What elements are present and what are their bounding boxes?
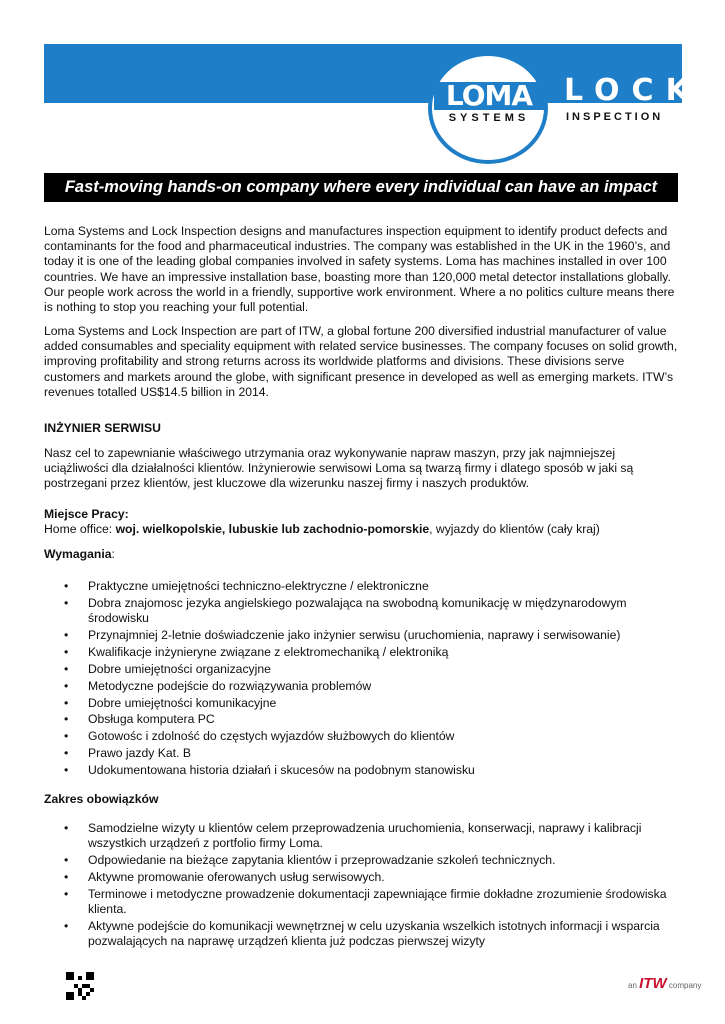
list-item: • Praktyczne umiejętności techniczno-elektryczne / elektroniczne bbox=[64, 579, 429, 593]
bullet-icon: • bbox=[64, 712, 69, 727]
list-item: • Gotowośc i zdolność do częstych wyjazdów służbowych do klientów bbox=[64, 729, 455, 744]
duties-heading: Zakres obowiązków bbox=[44, 792, 159, 806]
list-item: • Dobra znajomosc jezyka angielskiego pozwalająca na swobodną komunikację w międzynarodowym środowisku bbox=[64, 595, 627, 626]
bullet-icon: • bbox=[64, 695, 69, 710]
list-item: • Aktywne promowanie oferowanych usług serwisowych. bbox=[64, 869, 385, 884]
bullet-icon: • bbox=[64, 595, 69, 610]
list-item: • Przynajmniej 2-letnie doświadczenie jako inżynier serwisu (uruchomienia, naprawy i serwisowanie) bbox=[64, 627, 621, 642]
list-item: • Metodyczne podejście do rozwiązywania problemów bbox=[64, 678, 372, 693]
intro-paragraph-2: Loma Systems and Lock Inspection are part of ITW, a global fortune 200 diversified industrial manufacturer of value added consumables and speciality equipment with related service businesses. The company focuses on solid growth, improving profitability and strong returns across its worldwide platforms and divisions. These divisions serve customers and markets around the globe, with significant presence in developed as well as emerging markets. ITW’s revenues totalled US$14.5 billion in 2014. bbox=[44, 324, 678, 399]
qr-code-icon bbox=[66, 972, 94, 1000]
list-item: • Prawo jazdy Kat. B bbox=[64, 746, 191, 761]
requirements-heading: Wymagania: bbox=[44, 547, 115, 561]
bullet-icon: • bbox=[64, 678, 69, 693]
bullet-icon: • bbox=[64, 763, 69, 778]
job-title: INŻYNIER SERWISU bbox=[44, 421, 161, 435]
lock-inspection-text: INSPECTION bbox=[566, 111, 664, 123]
list-item: • Obsługa komputera PC bbox=[64, 712, 215, 727]
bullet-icon: • bbox=[64, 821, 69, 835]
location-line: Home office: woj. wielkopolskie, lubuskie lub zachodnio-pomorskie, wyjazdy do klientów (cały kraj) bbox=[44, 522, 600, 536]
list-item: • Aktywne podejście do komunikacji wewnętrznej w celu uzyskania wszelkich istotnych informacji i wsparcia pozwalających na naprawę urządzeń klienta już podczas pierwszej wizyty bbox=[64, 918, 660, 949]
requirements-list bbox=[64, 579, 684, 780]
list-item: • Samodzielne wizyty u klientów celem przeprowadzenia uruchomienia, konserwacji, naprawy i kalibracji wszystkich urządzeń z portfolio firmy Loma. bbox=[64, 821, 642, 851]
bullet-icon: • bbox=[64, 627, 69, 642]
lock-logo-text: LOCK bbox=[564, 73, 701, 108]
bullet-icon: • bbox=[64, 918, 69, 933]
location-heading: Miejsce Pracy: bbox=[44, 507, 129, 521]
job-description: Nasz cel to zapewnianie właściwego utrzymania oraz wykonywanie napraw maszyn, przy jak najmniejszej uciążliwości dla działalności klientów. Inżynierowie serwisowi Loma są twarzą firmy i dlatego sposób w jaki są postrzegani przez klientów, jest kluczowe dla wizerunku naszej firmy i naszych produktów. bbox=[44, 446, 634, 491]
tagline-banner: Fast-moving hands-on company where every individual can have an impact bbox=[44, 173, 678, 202]
list-item: • Dobre umiejętności komunikacyjne bbox=[64, 695, 277, 710]
loma-logo-text: LOMA bbox=[434, 82, 544, 110]
itw-brand-text: ITW bbox=[639, 975, 667, 992]
loma-systems-text: SYSTEMS bbox=[448, 112, 530, 124]
list-item: • Odpowiedanie na bieżące zapytania klientów i przeprowadzanie szkoleń technicznych. bbox=[64, 853, 556, 868]
list-item: • Kwalifikacje inżynieryne związane z elektromechaniką / elektroniką bbox=[64, 644, 449, 659]
itw-company-logo: an ITW company bbox=[628, 975, 702, 992]
intro-paragraph-1: Loma Systems and Lock Inspection designs and manufactures inspection equipment to identify product defects and contaminants for the food and pharmaceutical industries. The company was established in the UK in the 1960’s, and today it is one of the leading global companies involved in safety systems. Loma has machines installed in over 100 countries. We have an impressive installation base, boasting more than 120,000 metal detector installations globally. Our people work across the world in a friendly, supportive work environment. Where a no politics culture means there is nothing to stop you reaching your full potential. bbox=[44, 224, 675, 315]
location-regions: woj. wielkopolskie, lubuskie lub zachodnio-pomorskie bbox=[115, 522, 430, 536]
list-item: • Dobre umiejętności organizacyjne bbox=[64, 661, 271, 676]
bullet-icon: • bbox=[64, 644, 69, 659]
bullet-icon: • bbox=[64, 853, 69, 868]
list-item: • Terminowe i metodyczne prowadzenie dokumentacji zapewniające firmie dokładne zrozumienie środowiska klienta. bbox=[64, 886, 667, 917]
duties-list bbox=[64, 821, 684, 951]
bullet-icon: • bbox=[64, 729, 69, 744]
bullet-icon: • bbox=[64, 746, 69, 761]
list-item: • Udokumentowana historia działań i skucesów na podobnym stanowisku bbox=[64, 763, 475, 778]
bullet-icon: • bbox=[64, 886, 69, 901]
bullet-icon: • bbox=[64, 579, 69, 593]
bullet-icon: • bbox=[64, 869, 69, 884]
bullet-icon: • bbox=[64, 661, 69, 676]
